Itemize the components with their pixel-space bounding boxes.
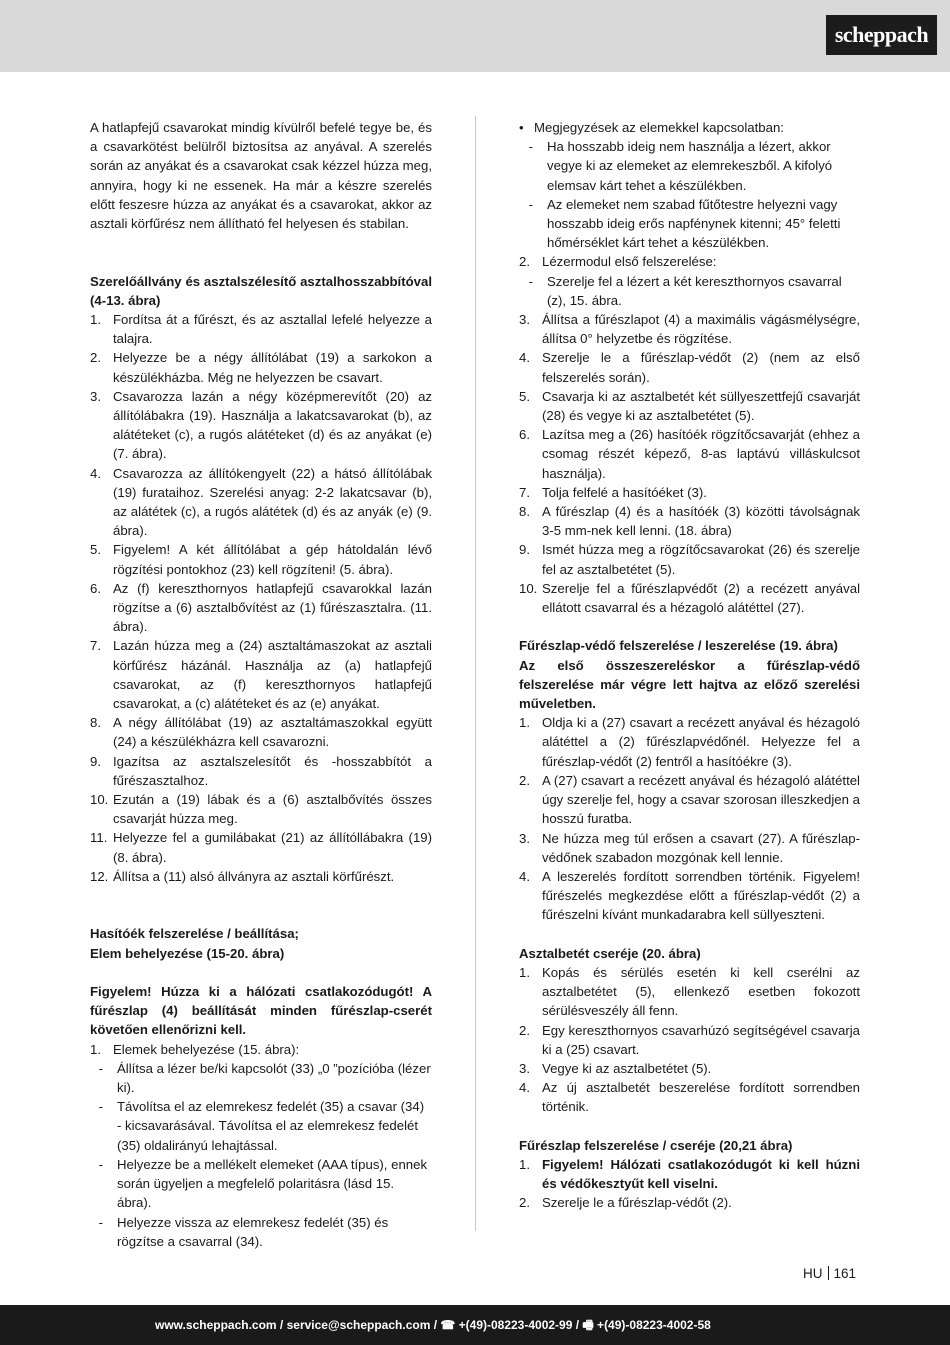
dash-mark: - [98,1156,103,1172]
list-item [519,483,860,502]
list-item [519,1021,860,1059]
list-item [519,1155,860,1193]
list-item [90,348,432,386]
item-text: Tolja felfelé a hasítóéket (3). [542,484,707,500]
battery-substeps [90,1059,432,1251]
item-text: A négy állítólábat (19) az asztaltámaszokkal együtt (24) a készülékházra kell csavarozni. [113,715,432,750]
list-item [519,867,860,925]
page-number-separator [828,1266,829,1280]
bullet-text: Megjegyzések az elemekkel kapcsolatban: [534,120,784,135]
sub-item [519,137,860,195]
list-item [519,829,860,867]
list-item [90,464,432,541]
item-number: 2. [519,1022,530,1038]
item-text: Lazán húzza meg a (24) asztaltámaszokat az asztali körfűrész házánál. Használja az (a) hatlapfejű csavarokat, az (f) kereszthornyos hatlapfejű csavarokat, a (c) alátéteket és az (e) anyákat. [113,638,432,712]
section-heading-blade: Fűrészlap felszerelése / cseréje (20,21 ábra) [519,1137,793,1153]
list-item [519,713,860,771]
list-item [90,310,432,348]
item-number: 1. [519,1156,530,1172]
blade-steps-list [519,1155,860,1213]
item-number: 10. [90,792,109,808]
item-text: Szerelje fel a fűrészlapvédőt (2) a recézett anyával ellátott csavarral és a hézagoló alátéttel (27). [542,580,860,616]
item-text: Az új asztalbetét beszerelése fordított sorrendben történik. [542,1080,860,1115]
item-number: 9. [90,753,101,769]
guard-note: Az első összeszereléskor a fűrészlap-védő felszerelése már végre lett hajtva az előző szerelési műveletben. [519,657,860,712]
item-number: 3. [519,312,530,328]
laser-steps-list [519,310,860,617]
guard-steps-list [519,713,860,924]
list-item [519,1078,860,1116]
section-heading-stand: Szerelőállvány és asztalszélesítő asztalhosszabbítóval (4-13. ábra) [90,273,432,308]
list-item [90,636,432,713]
bullet-item [519,118,860,137]
dash-mark: - [98,1060,103,1076]
dash-mark: - [528,196,533,212]
item-number: 1. [519,964,530,980]
list-item [519,579,860,617]
list-item [90,1040,432,1059]
item-number: 1. [90,1041,101,1057]
left-column [90,118,432,1251]
list-item [90,752,432,790]
item-text: Ezután a (19) lábak és a (6) asztalbővítés összes csavarját húzza meg. [113,792,432,827]
item-number: 5. [519,388,530,404]
section-heading-guard: Fűrészlap-védő felszerelése / leszerelése (19. ábra) [519,638,838,654]
list-item [519,540,860,578]
dash-mark: - [528,139,533,155]
list-item [519,425,860,483]
sub-item [519,195,860,253]
item-text: Egy kereszthornyos csavarhúzó segítségével csavarja ki a (25) csavart. [542,1022,860,1057]
item-text: Lazítsa meg a (26) hasítóék rögzítőcsavarját (ehhez a csomag részét képező, 8-as laptávú villáskulcsot használja). [542,427,860,481]
item-text: Igazítsa az asztalszelesítőt és -hosszabbítót a fűrészasztalhoz. [113,753,432,788]
sub-text: Helyezze be a mellékelt elemeket (AAA típus), ennek során ügyeljen a megfelelő polaritásra (lásd 15. ábra). [117,1156,428,1211]
item-text: Fordítsa át a fűrészt, és az asztallal lefelé helyezze a talajra. [113,312,432,347]
item-text: A leszerelés fordított sorrendben történik. Figyelem! fűrészelés megkezdése előtt a fűrészlap-védőt (2) a fűrészelni kívánt munkadarabra kell süllyeszteni. [542,868,860,923]
heading-line-2: Elem behelyezése (15-20. ábra) [90,945,285,961]
intro-paragraph: A hatlapfejű csavarokat mindig kívülről befelé tegye be, és a csavarkötést belülről biztosítsa az anyával. A szerelés során az anyákat és a csavarokat csak kézzel húzza meg, annyira, hogy ki ne essenek. Ha már a készre szerelés előtt feszesre húzza az anyákat és a csavarokat, akkor az asztali körfűrész nem állítható fel helyesen és stabilan. [90,120,432,232]
list-item [519,502,860,540]
page-number [803,1266,856,1282]
item-number: 3. [90,388,101,404]
sub-item [90,1155,432,1213]
heading-line-1: Hasítóék felszerelése / beállítása; [90,926,299,942]
insert-steps-list [519,963,860,1117]
item-number: 4. [519,1080,530,1096]
page-number-value: 161 [833,1266,857,1281]
list-item [519,252,860,271]
sub-text: Szerelje fel a lézert a két kereszthornyos csavarral (z), 15. ábra. [547,273,842,308]
sub-text: Helyezze vissza az elemrekesz fedelét (35) és rögzítse a csavarral (34). [117,1214,389,1249]
sub-item [519,272,860,310]
item-text: Vegye ki az asztalbetétet (5). [542,1060,712,1076]
item-number: 7. [90,638,101,654]
list-item [519,310,860,348]
bullet-icon: • [519,120,524,135]
item-number: 11. [90,830,108,846]
item-number: 10. [519,580,538,596]
stand-steps-list [90,310,432,886]
sub-text: Távolítsa el az elemrekesz fedelét (35) a csavar (34) - kicsavarásával. Távolítsa el az elemrekesz fedelét (35) oldalirányú lehajtással. [117,1099,425,1153]
item-text: Figyelem! A két állítólábat a gép hátoldalán lévő rögzítési pontokhoz (23) kell rögzíteni! (5. ábra). [113,542,432,577]
item-number: 3. [519,1060,530,1076]
item-number: 8. [90,715,101,731]
sub-item [90,1097,432,1155]
dash-mark: - [98,1214,103,1230]
sub-item [90,1059,432,1097]
item-text: A fűrészlap (4) és a hasítóék (3) közötti távolságnak 3-5 mm-nek kell lenni. (18. ábra) [542,504,860,539]
list-item [90,867,432,886]
list-item [90,579,432,637]
language-code: HU [803,1266,823,1281]
item-text: Lézermodul első felszerelése: [542,254,717,270]
item-number: 4. [90,465,101,481]
item-number: 9. [519,542,530,558]
list-item [519,348,860,386]
dash-mark: - [528,273,533,289]
sub-text: Az elemeket nem szabad fűtőtestre helyezni vagy hosszabb ideig erős napfénynek kitenni; 45° feletti hőmérséklet kárt tehet a készülékben. [547,196,841,251]
list-item [519,963,860,1021]
battery-notes [519,137,860,252]
list-item [90,540,432,578]
list-item [519,771,860,829]
right-column [519,118,860,1213]
item-text: A (27) csavart a recézett anyával és hézagoló alátéttel úgy szerelje fel, hogy a csavar szorosan illeszkedjen a hosszú furatba. [542,772,860,827]
item-number: 1. [90,312,101,327]
brand-logo: scheppach [826,15,937,55]
item-text: Elemek behelyezése (15. ábra): [113,1041,300,1057]
sub-item [90,1213,432,1251]
list-item [519,387,860,425]
item-text: Kopás és sérülés esetén ki kell cserélni az asztalbetétet (5), ellenkező esetben fokozott sérülésveszély áll fenn. [542,964,860,1019]
item-number: 2. [519,772,530,788]
list-item [90,387,432,464]
item-text: Szerelje le a fűrészlap-védőt (2). [542,1195,732,1211]
section-heading-riving-knife [90,924,432,962]
item-number: 4. [519,350,530,366]
list-item [90,790,432,828]
item-text: Helyezze fel a gumilábakat (21) az állítóllábakra (19) (8. ábra). [113,830,432,865]
item-number: 2. [519,254,530,270]
item-number: 5. [90,542,101,558]
item-text: Csavarozza az állítókengyelt (22) a hátsó állítólábak (19) furataihoz. Szerelési anyag: 2-2 lakatcsavar (b), az alátétek (c), a rugós alátétek (d) és az anyák (e) (9. ábra). [113,465,432,539]
list-item [90,828,432,866]
list-item [519,1059,860,1078]
item-number: 8. [519,504,530,520]
sub-text: Ha hosszabb ideig nem használja a lézert, akkor vegye ki az elemeket az elemrekeszből. A kifolyó elemsav kárt tehet a készülékben. [547,139,833,193]
list-item [519,1193,860,1212]
item-text: Ismét húzza meg a rögzítőcsavarokat (26) és szerelje fel az asztalbetétet (5). [542,542,860,577]
footer-contact: www.scheppach.com / service@scheppach.com / ☎ +(49)-08223-4002-99 / 🖷 +(49)-08223-4002-58 [155,1318,711,1332]
item-number: 2. [90,350,101,366]
column-divider [475,116,476,1231]
item-number: 7. [519,484,530,500]
sub-text: Állítsa a lézer be/ki kapcsolót (33) „0 ”pozícióba (lézer ki). [117,1060,431,1096]
item-text: Ne húzza meg túl erősen a csavart (27). A fűrészlap-védőnek szabadon mozgónak kell lennie. [542,830,860,865]
item-text: Oldja ki a (27) csavart a recézett anyával és hézagoló alátéttel a (2) fűrészlapvédőnél. Helyezze fel a fűrészlap-védőt (2) fentről a hasítóékre (3). [542,715,860,769]
item-text: Az (f) kereszthornyos hatlapfejű csavarokkal lazán rögzítse a (6) asztalbővítést az (1) fűrészasztalra. (11. ábra). [113,580,432,635]
item-text: Állítsa a fűrészlapot (4) a maximális vágásmélységre, állítsa 0° helyzetbe és rögzítése. [542,312,860,347]
item-number: 4. [519,868,530,884]
item-number: 1. [519,715,530,731]
list-item [90,713,432,751]
item-text: Állítsa a (11) alsó állványra az asztali körfűrészt. [113,868,395,884]
item-number: 12. [90,868,109,884]
section-heading-insert: Asztalbetét cseréje (20. ábra) [519,945,701,961]
item-text: Helyezze be a négy állítólábat (19) a sarkokon a készülékházba. Még ne helyezzen be csavart. [113,350,432,385]
warning-unplug: Figyelem! Húzza ki a hálózati csatlakozódugót! A fűrészlap (4) beállítását minden fűrészlap-cserét követően ellenőrizni kell. [90,984,432,1038]
item-text: Figyelem! Hálózati csatlakozódugót ki kell húzni és védőkesztyűt kell viselni. [542,1156,860,1192]
header-band [0,0,950,72]
item-number: 3. [519,830,530,846]
item-number: 6. [519,427,530,443]
item-text: Csavarozza lazán a négy középmerevítőt (20) az állítólábakra (19). Használja a lakatcsavarokat (b), az alátéteket (c), a rugós alátéteket (d) és az anyákat (e) (7. ábra). [113,388,432,462]
dash-mark: - [98,1099,103,1115]
item-text: Csavarja ki az asztalbetét két süllyeszettfejű csavarját (28) és vegye ki az asztalbetétet (5). [542,388,860,424]
item-number: 6. [90,580,101,596]
item-number: 2. [519,1195,530,1211]
item-text: Szerelje le a fűrészlap-védőt (2) (nem az első felszerelés során). [542,350,860,385]
